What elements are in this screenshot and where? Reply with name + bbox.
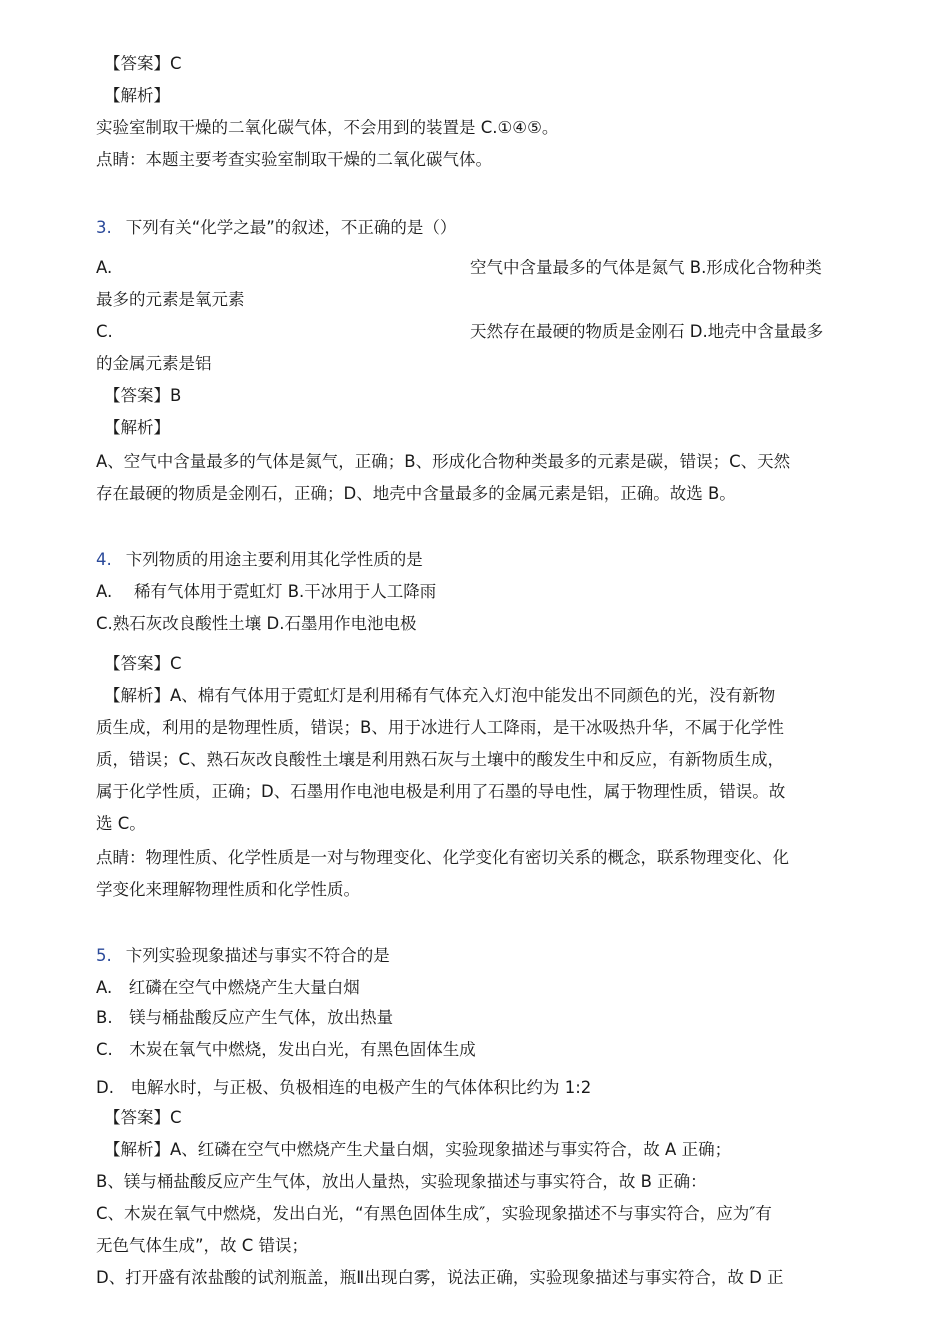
q4-analysis-line-1: 【解析】A、棉有气体用于霓虹灯是利用稀有气体充入灯泡中能发出不同颜色的光，没有新物	[104, 686, 776, 705]
q3-analysis-line-2: 存在最硬的物质是金刚石，正确；D、地壳中含量最多的金属元素是铝，正确。故选 B。	[96, 484, 736, 503]
q3-number: 3.	[96, 218, 112, 237]
q4-stem: 卞列物质的用途主要利用其化学性质的是	[125, 550, 423, 569]
q5-analysis-line-3: C、木炭在氧气中燃烧，发出白光，“有黑色固体生成″，实验现象描述不与事实符合，应为″有	[96, 1204, 772, 1223]
q5-number: 5.	[96, 946, 112, 965]
q4-analysis-line-3: 质，错误；C、熟石灰改良酸性土壤是利用熟石灰与土壤中的酸发生中和反应，有新物质生成，	[96, 750, 785, 769]
q5-analysis-line-5: D、打开盛有浓盐酸的试剂瓶盖，瓶Ⅱ出现白雾，说法正确，实验现象描述与事实符合，故 D 正	[96, 1268, 784, 1287]
q4-stem-line	[96, 548, 856, 572]
q5-option-a: A. 红磷在空气中燃烧产生大量白烟	[96, 978, 360, 997]
q5-option-c: C. 木炭在氧气中燃烧，发出白光，有黑色固体生成	[96, 1040, 476, 1059]
q3-answer: 【答案】B	[104, 386, 182, 405]
q3-stem-line	[96, 216, 856, 240]
q5-answer: 【答案】C	[104, 1108, 182, 1127]
q5-analysis-line-1: 【解析】A、红磷在空气中燃烧产生犬量白烟，实验现象描述与事实符合，故 A 正确；	[104, 1140, 732, 1159]
q5-option-b: B. 镁与桶盐酸反应产生气体，放出热量	[96, 1008, 394, 1027]
q4-analysis-line-4: 属于化学性质，正确；D、石墨用作电池电极是利用了石墨的导电性，属于物理性质，错误。故	[96, 782, 786, 801]
q5-analysis-line-4: 无色气体生成”，故 C 错误；	[96, 1236, 309, 1255]
q4-note-line-2: 学变化来理解物理性质和化学性质。	[96, 880, 360, 899]
q4-analysis-line-2: 质生成，利用的是物理性质，错误；B、用于冰进行人工降雨，是干冰吸热升华，不属于化学性	[96, 718, 784, 737]
q5-stem-line	[96, 944, 856, 968]
q3-option-c-text: 天然存在最硬的物质是金刚石 D.地壳中含量最多	[470, 322, 824, 341]
q3-option-c-label: C.	[96, 322, 113, 341]
q3-stem: 下列有关“化学之最”的叙述，不正确的是（）	[125, 218, 457, 237]
q4-options-ab: A. 稀有气体用于霓虹灯 B.干冰用于人工降雨	[96, 582, 437, 601]
q5-stem: 卞列实验现象描述与事实不符合的是	[125, 946, 390, 965]
q2-analysis-text: 实验室制取干燥的二氧化碳气体，不会用到的装置是 C.①④⑤。	[96, 118, 559, 137]
q4-note-line-1: 点睛：物理性质、化学性质是一对与物理变化、化学变化有密切关系的概念，联系物理变化、化	[96, 848, 789, 867]
q3-option-a-label: A.	[96, 258, 113, 277]
q3-analysis-label: 【解析】	[104, 418, 170, 437]
q4-number: 4.	[96, 550, 112, 569]
q3-option-a-cont: 最多的元素是氧元素	[96, 290, 245, 309]
q5-analysis-line-2: B、镁与桶盐酸反应产生气体，放出人量热，实验现象描述与事实符合，故 B 正确：	[96, 1172, 707, 1191]
q3-option-a-text: 空气中含量最多的气体是氮气 B.形成化合物种类	[470, 258, 822, 277]
q3-option-c-cont: 的金属元素是铝	[96, 354, 212, 373]
q4-options-cd: C.熟石灰改良酸性土壤 D.石墨用作电池电极	[96, 614, 417, 633]
q2-answer: 【答案】C	[104, 54, 182, 73]
q2-note: 点睛：本题主要考查实验室制取干燥的二氧化碳气体。	[96, 150, 492, 169]
q5-option-d: D. 电解水时，与正极、负极相连的电极产生的气体体积比约为 1:2	[96, 1078, 592, 1097]
q4-analysis-line-5: 选 C。	[96, 814, 146, 833]
q4-answer: 【答案】C	[104, 654, 182, 673]
q2-analysis-label: 【解析】	[104, 86, 170, 105]
q3-analysis-line-1: A、空气中含量最多的气体是氮气，正确；B、形成化合物种类最多的元素是碳，错误；C、天然	[96, 452, 791, 471]
